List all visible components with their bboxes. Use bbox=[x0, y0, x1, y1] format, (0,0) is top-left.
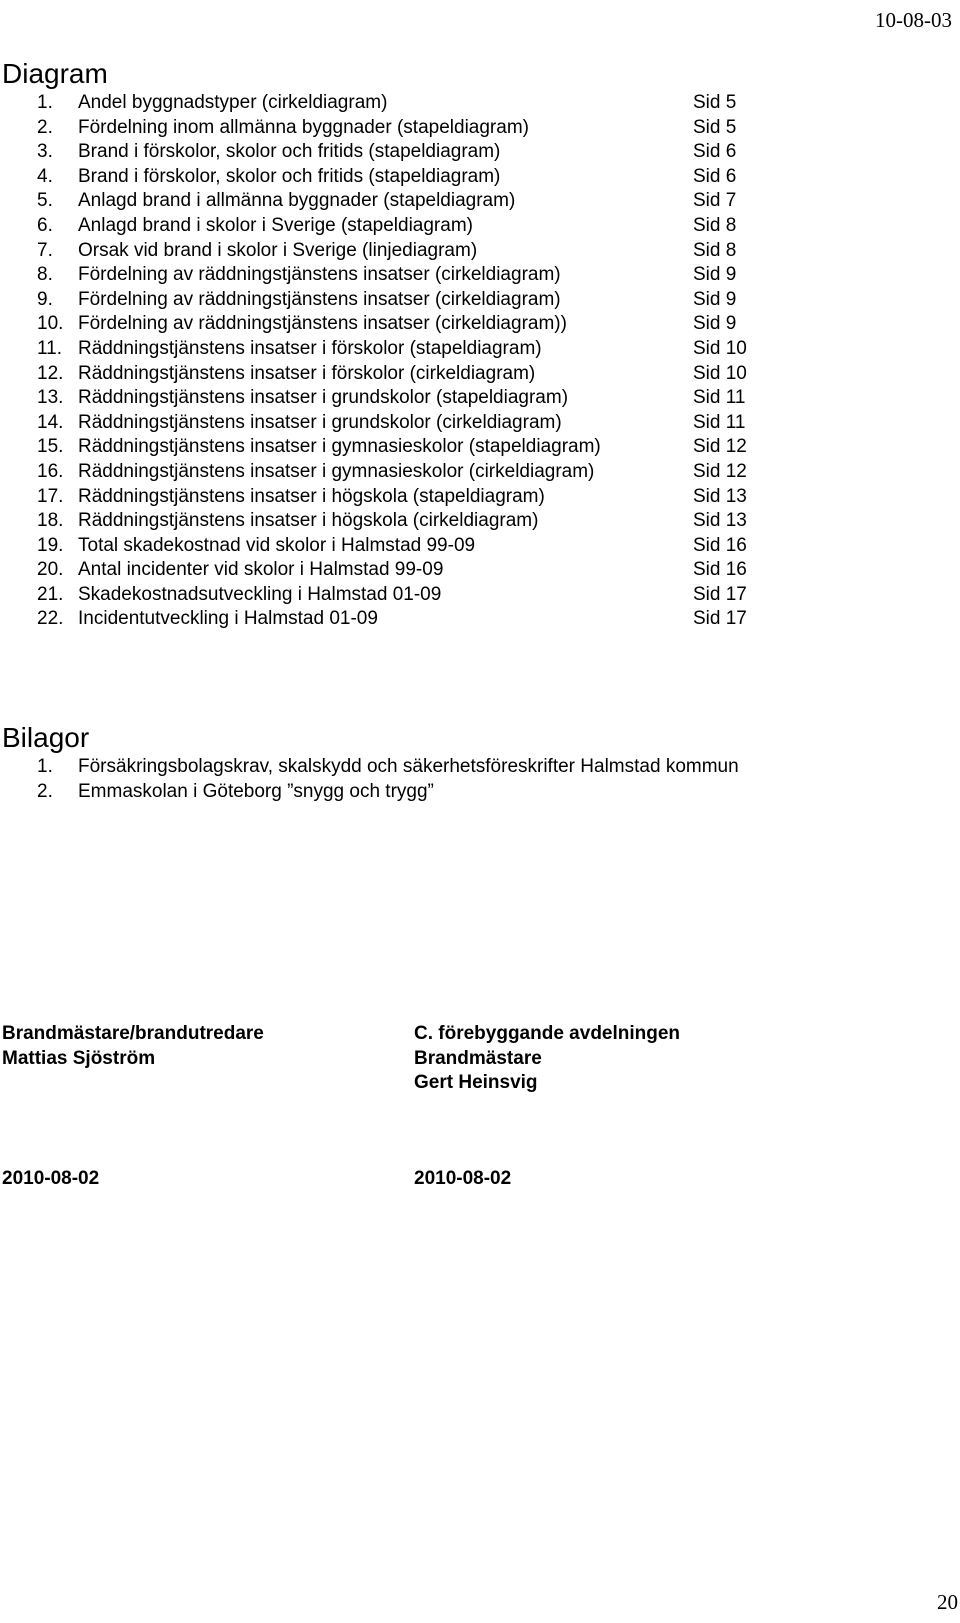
bilagor-list-item bbox=[0, 780, 960, 805]
list-item-number: 9. bbox=[37, 288, 53, 310]
diagram-list-item bbox=[0, 189, 960, 214]
list-item-text: Brand i förskolor, skolor och fritids (stapeldiagram) bbox=[78, 141, 501, 163]
diagram-list-item bbox=[0, 91, 960, 116]
list-item-number: 19. bbox=[37, 534, 64, 556]
list-item-page: Sid 17 bbox=[693, 608, 747, 630]
list-item-text: Räddningstjänstens insatser i förskolor (cirkeldiagram) bbox=[78, 362, 536, 384]
diagram-list-item bbox=[0, 116, 960, 141]
list-item-number: 17. bbox=[37, 485, 64, 507]
diagram-list-item bbox=[0, 140, 960, 165]
diagram-list-item bbox=[0, 214, 960, 239]
list-item-number: 1. bbox=[37, 92, 53, 113]
list-item-page: Sid 5 bbox=[693, 92, 737, 113]
list-item-text: Orsak vid brand i skolor i Sverige (linjediagram) bbox=[78, 239, 478, 261]
list-item-text: Anlagd brand i skolor i Sverige (stapeldiagram) bbox=[78, 214, 473, 236]
list-item-text: Fördelning inom allmänna byggnader (stapeldiagram) bbox=[78, 116, 529, 138]
signature-left-role: Brandmästare/brandutredare bbox=[2, 1023, 264, 1044]
list-item-text: Räddningstjänstens insatser i högskola (stapeldiagram) bbox=[78, 485, 545, 507]
diagram-list-item bbox=[0, 337, 960, 362]
list-item-number: 2. bbox=[37, 116, 53, 138]
bilagor-heading: Bilagor bbox=[2, 722, 90, 753]
diagram-list-item bbox=[0, 263, 960, 288]
list-item-page: Sid 8 bbox=[693, 214, 737, 236]
date-right: 2010-08-02 bbox=[414, 1168, 512, 1189]
diagram-list-item bbox=[0, 386, 960, 411]
signature-right-org: C. förebyggande avdelningen bbox=[414, 1023, 681, 1044]
list-item-page: Sid 16 bbox=[693, 534, 747, 556]
bilagor-list-item bbox=[0, 755, 960, 780]
list-item-page: Sid 9 bbox=[693, 313, 737, 335]
signature-right bbox=[414, 1022, 680, 1096]
list-item-page: Sid 11 bbox=[693, 411, 746, 433]
list-item-number: 2. bbox=[37, 780, 53, 802]
list-item-page: Sid 17 bbox=[693, 583, 747, 605]
date-left: 2010-08-02 bbox=[2, 1168, 100, 1189]
list-item-text: Antal incidenter vid skolor i Halmstad 99-09 bbox=[78, 559, 444, 581]
diagram-list-item bbox=[0, 509, 960, 534]
signature-left bbox=[2, 1022, 264, 1071]
list-item-number: 6. bbox=[37, 214, 53, 236]
list-item-text: Fördelning av räddningstjänstens insatser (cirkeldiagram)) bbox=[78, 313, 567, 335]
list-item-text: Fördelning av räddningstjänstens insatser (cirkeldiagram) bbox=[78, 264, 561, 286]
list-item-number: 1. bbox=[37, 756, 53, 777]
list-item-page: Sid 12 bbox=[693, 436, 747, 458]
signature-right-role: Brandmästare bbox=[414, 1047, 542, 1069]
header-date: 10-08-03 bbox=[875, 8, 952, 32]
diagram-list-item bbox=[0, 165, 960, 190]
diagram-list-item bbox=[0, 411, 960, 436]
list-item-number: 12. bbox=[37, 362, 64, 384]
list-item-page: Sid 10 bbox=[693, 362, 747, 384]
list-item-number: 22. bbox=[37, 608, 64, 630]
list-item-page: Sid 10 bbox=[693, 337, 747, 359]
list-item-text: Total skadekostnad vid skolor i Halmstad 99-09 bbox=[78, 534, 476, 556]
diagram-list-item bbox=[0, 312, 960, 337]
list-item-page: Sid 6 bbox=[693, 141, 737, 163]
list-item-text: Räddningstjänstens insatser i högskola (cirkeldiagram) bbox=[78, 510, 539, 532]
list-item-number: 14. bbox=[37, 411, 64, 433]
list-item-page: Sid 5 bbox=[693, 116, 737, 138]
diagram-list-item bbox=[0, 607, 960, 632]
list-item-number: 4. bbox=[37, 165, 53, 187]
bilagor-list bbox=[0, 755, 960, 804]
diagram-list-item bbox=[0, 460, 960, 485]
diagram-list-item bbox=[0, 583, 960, 608]
diagram-list bbox=[0, 91, 960, 632]
list-item-page: Sid 6 bbox=[693, 165, 737, 187]
list-item-text: Brand i förskolor, skolor och fritids (stapeldiagram) bbox=[78, 165, 501, 187]
list-item-number: 8. bbox=[37, 264, 53, 286]
list-item-page: Sid 9 bbox=[693, 264, 737, 286]
list-item-text: Räddningstjänstens insatser i grundskolor (stapeldiagram) bbox=[78, 387, 569, 409]
list-item-number: 13. bbox=[37, 387, 64, 409]
list-item-text: Skadekostnadsutveckling i Halmstad 01-09 bbox=[78, 583, 442, 605]
page-number: 20 bbox=[937, 1590, 958, 1614]
diagram-list-item bbox=[0, 239, 960, 264]
list-item-text: Räddningstjänstens insatser i gymnasieskolor (stapeldiagram) bbox=[78, 436, 601, 458]
list-item-page: Sid 11 bbox=[693, 387, 746, 409]
list-item-number: 10. bbox=[37, 313, 64, 335]
list-item-number: 20. bbox=[37, 559, 64, 581]
signature-right-name: Gert Heinsvig bbox=[414, 1072, 538, 1093]
diagram-list-item bbox=[0, 435, 960, 460]
list-item-text: Emmaskolan i Göteborg ”snygg och trygg” bbox=[78, 780, 434, 802]
diagram-list-item bbox=[0, 485, 960, 510]
diagram-heading: Diagram bbox=[2, 58, 108, 89]
list-item-page: Sid 9 bbox=[693, 288, 737, 310]
list-item-number: 11. bbox=[37, 337, 63, 359]
list-item-text: Räddningstjänstens insatser i förskolor (stapeldiagram) bbox=[78, 337, 542, 359]
list-item-text: Anlagd brand i allmänna byggnader (stapeldiagram) bbox=[78, 190, 516, 212]
diagram-list-item bbox=[0, 288, 960, 313]
diagram-list-item bbox=[0, 534, 960, 559]
list-item-text: Incidentutveckling i Halmstad 01-09 bbox=[78, 608, 378, 630]
signature-left-name: Mattias Sjöström bbox=[2, 1047, 156, 1069]
list-item-number: 18. bbox=[37, 510, 64, 532]
list-item-page: Sid 7 bbox=[693, 190, 737, 212]
list-item-number: 16. bbox=[37, 460, 64, 482]
diagram-list-item bbox=[0, 558, 960, 583]
list-item-page: Sid 12 bbox=[693, 460, 747, 482]
list-item-page: Sid 13 bbox=[693, 510, 747, 532]
list-item-text: Fördelning av räddningstjänstens insatser (cirkeldiagram) bbox=[78, 288, 561, 310]
list-item-number: 3. bbox=[37, 141, 53, 163]
list-item-page: Sid 16 bbox=[693, 559, 747, 581]
list-item-text: Räddningstjänstens insatser i grundskolor (cirkeldiagram) bbox=[78, 411, 562, 433]
list-item-text: Andel byggnadstyper (cirkeldiagram) bbox=[78, 92, 388, 113]
list-item-text: Försäkringsbolagskrav, skalskydd och säkerhetsföreskrifter Halmstad kommun bbox=[78, 756, 739, 777]
list-item-page: Sid 13 bbox=[693, 485, 747, 507]
list-item-number: 7. bbox=[37, 239, 53, 261]
diagram-list-item bbox=[0, 362, 960, 387]
list-item-number: 15. bbox=[37, 436, 64, 458]
list-item-number: 21. bbox=[37, 583, 64, 605]
list-item-text: Räddningstjänstens insatser i gymnasieskolor (cirkeldiagram) bbox=[78, 460, 595, 482]
list-item-number: 5. bbox=[37, 190, 53, 212]
list-item-page: Sid 8 bbox=[693, 239, 737, 261]
